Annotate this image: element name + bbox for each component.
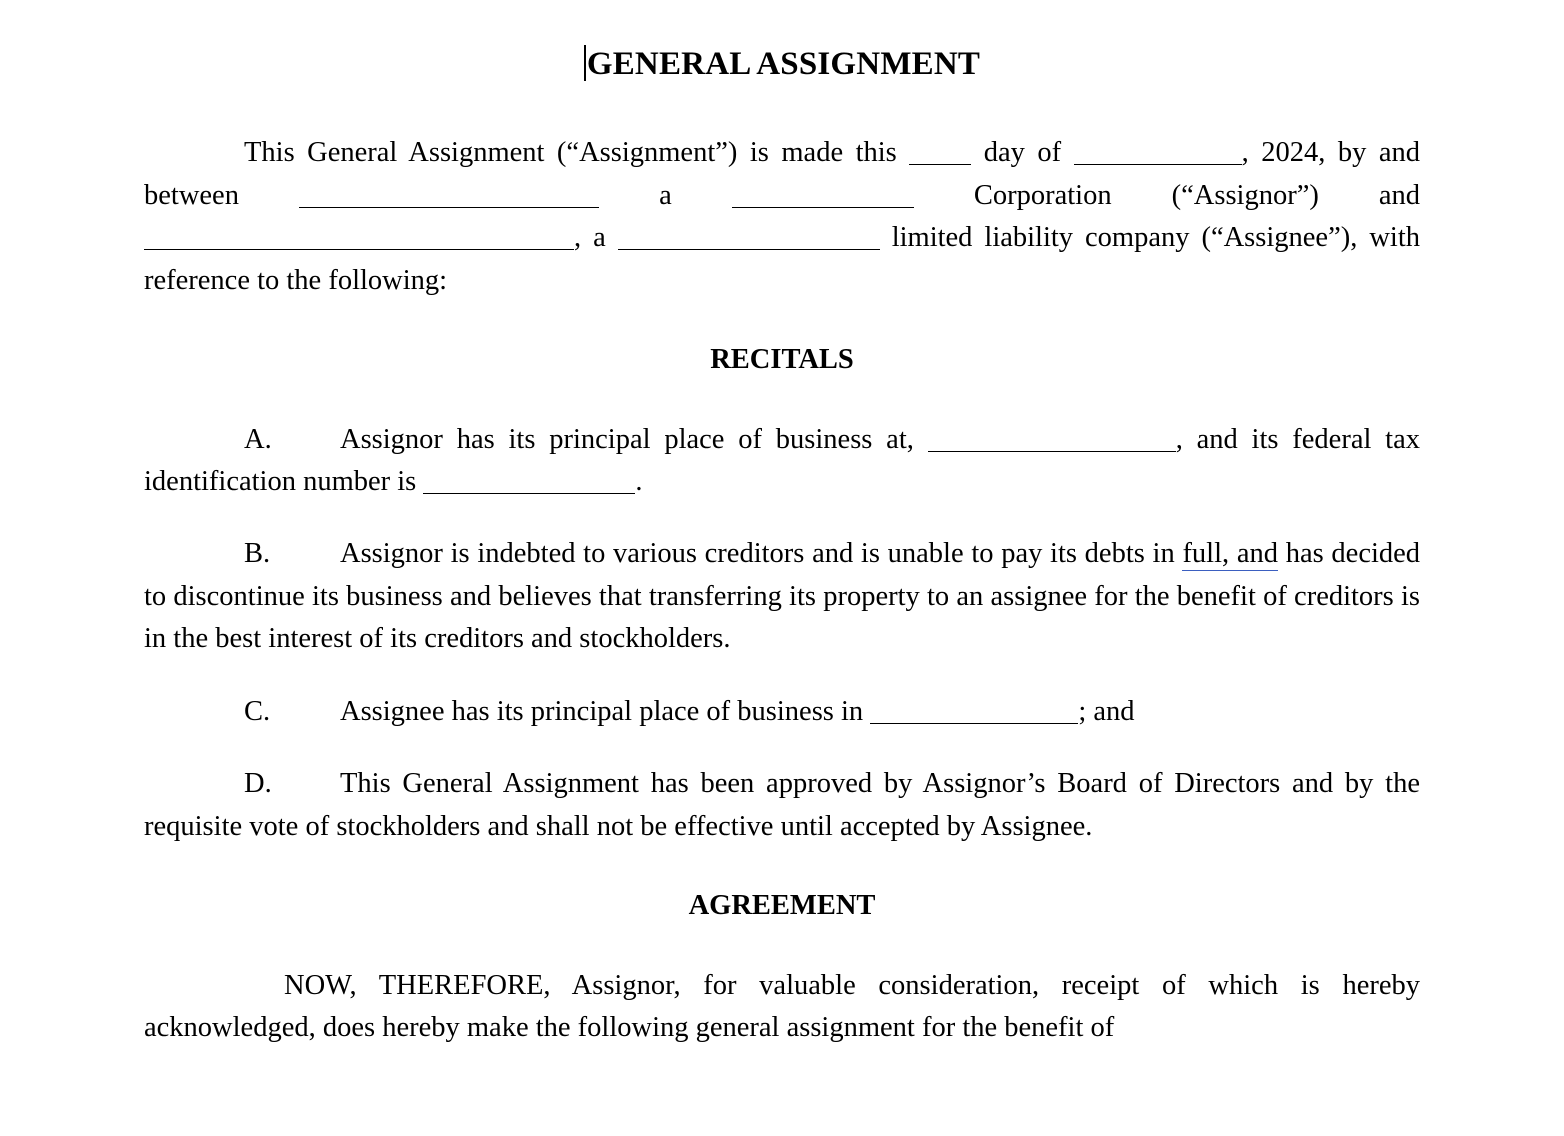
intro-seg-2: day of xyxy=(983,137,1062,169)
intro-seg-6: , a xyxy=(574,222,606,254)
blank-assignee-place[interactable] xyxy=(870,701,1078,724)
intro-seg-3: , 2024, by and between xyxy=(144,137,1421,211)
intro-paragraph xyxy=(144,132,1420,302)
recital-item-a xyxy=(144,419,1420,504)
recital-item-b xyxy=(144,533,1420,660)
recital-c-seg-1: Assignee has its principal place of business in xyxy=(340,695,864,727)
spacer xyxy=(144,302,1420,339)
recital-c-seg-2: ; and xyxy=(1078,695,1135,727)
recital-letter-d: D. xyxy=(244,768,272,800)
blank-month[interactable] xyxy=(1074,142,1242,165)
agreement-paragraph: NOW, THEREFORE, Assignor, for valuable consideration, receipt of which is hereby acknowledged, does hereby make the following general assignment for the benefit of xyxy=(144,969,1420,1044)
recital-a-seg-1: Assignor has its principal place of business at, xyxy=(340,423,914,455)
blank-assignor-state[interactable] xyxy=(732,185,914,208)
recital-b-seg-2: has decided to discontinue its business and believes that transferring its property to an assignee for the benefit of creditors is in the best interest of its creditors and stockholders. xyxy=(144,538,1421,655)
spacer xyxy=(144,733,1420,763)
recital-item-d xyxy=(144,763,1420,848)
blank-day[interactable] xyxy=(909,142,971,165)
blank-assignee-state[interactable] xyxy=(618,227,880,250)
recital-item-c xyxy=(144,691,1420,733)
recital-d-seg-1: This General Assignment has been approved by Assignor’s Board of Directors and by the requisite vote of stockholders and shall not be effective until accepted by Assignee. xyxy=(144,768,1420,842)
intro-seg-1: This General Assignment (“Assignment”) is made this xyxy=(244,137,897,169)
spacer xyxy=(144,382,1420,419)
spacer xyxy=(144,84,1420,132)
spacer xyxy=(144,928,1420,965)
text-cursor-caret xyxy=(584,45,586,81)
spacer xyxy=(144,503,1420,533)
recital-letter-c: C. xyxy=(244,695,271,727)
page-title-text: GENERAL ASSIGNMENT xyxy=(586,46,981,82)
spacer xyxy=(144,848,1420,885)
blank-assignor-address[interactable] xyxy=(928,429,1176,452)
blank-tax-id[interactable] xyxy=(423,471,635,494)
spacer xyxy=(144,661,1420,691)
recital-b-emphasis[interactable]: full, and xyxy=(1182,538,1278,570)
recital-letter-b: B. xyxy=(244,538,271,570)
recitals-heading: RECITALS xyxy=(710,344,854,376)
intro-seg-4: a xyxy=(659,179,672,211)
recital-letter-a: A. xyxy=(244,423,272,455)
blank-assignor-name[interactable] xyxy=(299,185,599,208)
page-title xyxy=(144,0,1420,84)
recital-a-seg-2: , and its federal tax identification number is xyxy=(144,423,1421,497)
recital-b-seg-1: Assignor is indebted to various creditors and is unable to pay its debts in xyxy=(340,538,1175,570)
blank-assignee-name[interactable] xyxy=(144,227,574,250)
recital-a-seg-3: . xyxy=(635,465,643,497)
agreement-heading: AGREEMENT xyxy=(688,890,876,922)
intro-seg-5: Corporation (“Assignor”) and xyxy=(973,179,1421,211)
intro-seg-7: limited liability company (“Assignee”), with reference to the following: xyxy=(144,222,1420,296)
